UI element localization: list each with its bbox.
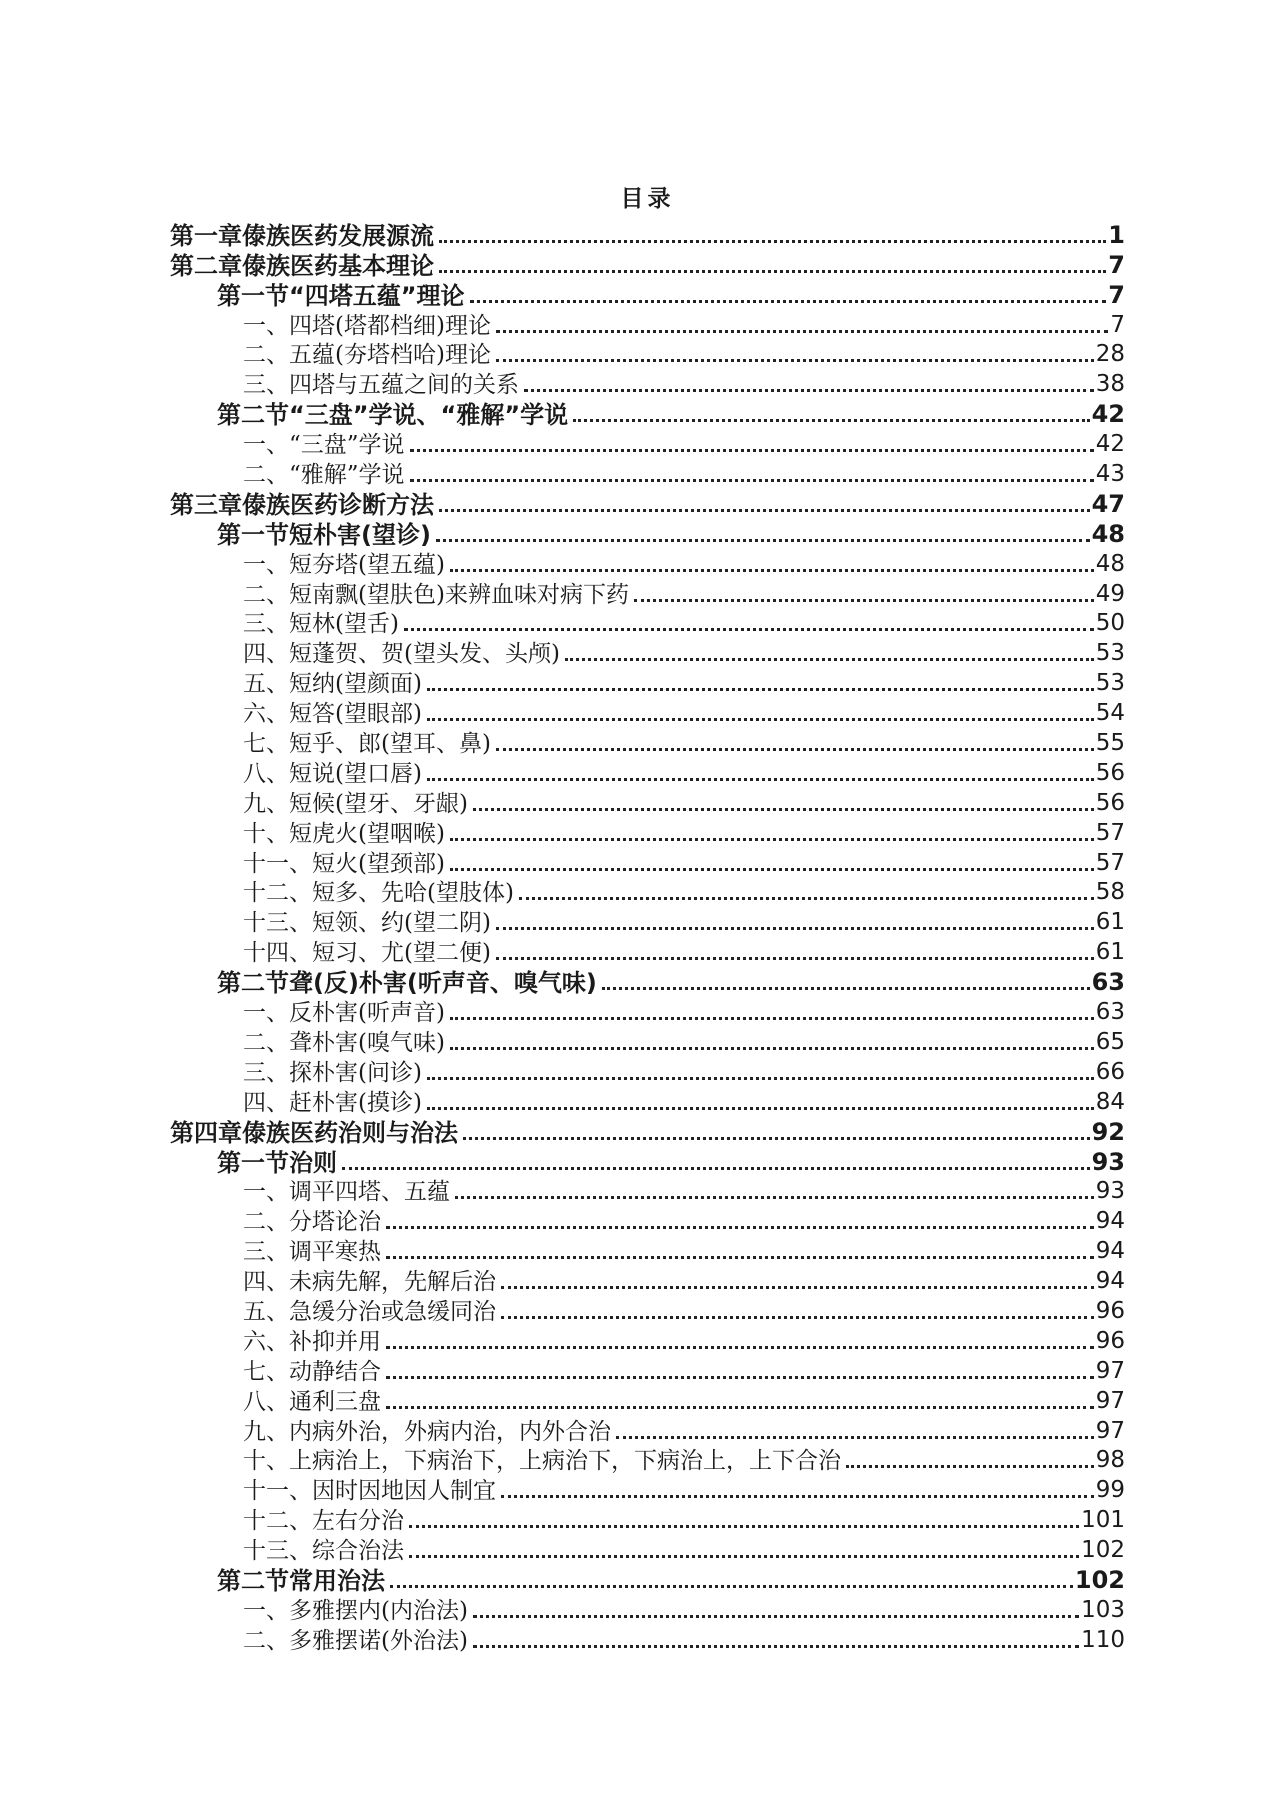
toc-entry [170, 341, 1125, 371]
toc-entry-page-number: 93 [1091, 1147, 1125, 1176]
toc-entry-label: 四、赶朴害(摸诊) [243, 1089, 422, 1116]
toc-entry-page-number: 1 [1108, 220, 1125, 249]
toc-entry-label: 一、多雅摆内(内治法) [243, 1597, 468, 1624]
dot-leader [524, 389, 1094, 392]
toc-entry [170, 1297, 1125, 1327]
toc-entry-page-number: 53 [1095, 640, 1125, 667]
dot-leader [410, 449, 1094, 452]
dot-leader [455, 1196, 1094, 1199]
toc-entry-label: 一、“三盘”学说 [243, 432, 405, 459]
toc-entry [170, 1566, 1125, 1596]
toc-entry-label: 六、补抑并用 [243, 1328, 381, 1355]
dot-leader [450, 569, 1094, 572]
page-title: 目录 [620, 185, 675, 212]
toc-entry-page-number: 58 [1095, 879, 1125, 906]
toc-entry-page-number: 48 [1091, 519, 1125, 548]
toc-entry-label: 六、短答(望眼部) [243, 701, 422, 728]
dot-leader [439, 509, 1090, 512]
toc-entry [170, 789, 1125, 819]
toc-entry-page-number: 96 [1095, 1297, 1125, 1324]
toc-entry [170, 221, 1125, 251]
dot-leader [846, 1465, 1094, 1468]
toc-entry-page-number: 56 [1095, 759, 1125, 786]
toc-entry-page-number: 7 [1110, 311, 1125, 338]
toc-entry-page-number: 66 [1095, 1058, 1125, 1085]
dot-leader [450, 838, 1094, 841]
toc-entry [170, 729, 1125, 759]
toc-entry-page-number: 57 [1095, 819, 1125, 846]
toc-entry-page-number: 99 [1095, 1477, 1125, 1504]
toc-entry-page-number: 103 [1081, 1596, 1125, 1623]
toc-entry [170, 490, 1125, 520]
toc-entry [170, 998, 1125, 1028]
toc-entry [170, 1327, 1125, 1357]
dot-leader [386, 1346, 1094, 1349]
toc-entry-label: 五、短纳(望颜面) [243, 671, 422, 698]
toc-entry-page-number: 61 [1095, 939, 1125, 966]
toc-entry [170, 1417, 1125, 1447]
dot-leader [463, 1137, 1090, 1140]
dot-leader [496, 330, 1108, 333]
toc-entry-page-number: 7 [1108, 280, 1125, 309]
dot-leader [386, 1226, 1094, 1229]
toc-entry-label: 二、短南飘(望肤色)来辨血味对病下药 [243, 581, 629, 608]
toc-entry-label: 一、四塔(塔都档细)理论 [243, 312, 491, 339]
toc-entry [170, 1626, 1125, 1656]
toc-entry-page-number: 97 [1095, 1417, 1125, 1444]
toc-entry-label: 七、动静结合 [243, 1358, 381, 1385]
toc-entry-label: 三、短林(望舌) [243, 611, 399, 638]
toc-entry-page-number: 53 [1095, 670, 1125, 697]
dot-leader [450, 1017, 1094, 1020]
toc-entry-page-number: 94 [1095, 1208, 1125, 1235]
toc-entry-label: 十、上病治上，下病治下，上病治下，下病治上，上下合治 [243, 1448, 841, 1475]
toc-entry-page-number: 38 [1095, 371, 1125, 398]
toc-entry-label: 十三、综合治法 [243, 1538, 404, 1565]
dot-leader [404, 628, 1094, 631]
toc-entry [170, 430, 1125, 460]
toc-entry-label: 第一章傣族医药发展源流 [170, 221, 434, 250]
toc-entry [170, 251, 1125, 281]
dot-leader [410, 479, 1094, 482]
toc-entry-label: 十一、短火(望颈部) [243, 850, 445, 877]
dot-leader [501, 1286, 1094, 1289]
toc-entry [170, 639, 1125, 669]
dot-leader [427, 1077, 1094, 1080]
toc-entry-page-number: 94 [1095, 1238, 1125, 1265]
toc-entry-page-number: 96 [1095, 1327, 1125, 1354]
dot-leader [496, 957, 1094, 960]
toc-entry [170, 938, 1125, 968]
toc-entry-page-number: 57 [1095, 849, 1125, 876]
toc-entry-label: 三、调平寒热 [243, 1239, 381, 1266]
toc-entry-label: 第二节“三盘”学说、“雅解”学说 [217, 401, 569, 430]
toc-entry [170, 400, 1125, 430]
toc-entry [170, 1536, 1125, 1566]
toc-entry-page-number: 61 [1095, 909, 1125, 936]
toc-entry-page-number: 94 [1095, 1268, 1125, 1295]
toc-entry-label: 一、短夯塔(望五蕴) [243, 551, 445, 578]
toc-entry-page-number: 49 [1095, 580, 1125, 607]
toc-entry-page-number: 65 [1095, 1028, 1125, 1055]
toc-entry [170, 1267, 1125, 1297]
toc-entry-page-number: 84 [1095, 1088, 1125, 1115]
toc-entry-label: 八、短说(望口唇) [243, 760, 422, 787]
toc-entry-label: 九、短候(望牙、牙龈) [243, 790, 468, 817]
toc-entry [170, 1118, 1125, 1148]
toc-entry-page-number: 48 [1095, 550, 1125, 577]
dot-leader [436, 539, 1090, 542]
dot-leader [634, 599, 1094, 602]
toc-entry [170, 550, 1125, 580]
dot-leader [501, 1316, 1094, 1319]
toc-entry-label: 一、调平四塔、五蕴 [243, 1179, 450, 1206]
dot-leader [470, 300, 1107, 303]
toc-entry-label: 五、急缓分治或急缓同治 [243, 1298, 496, 1325]
dot-leader [616, 1436, 1094, 1439]
toc-entry-label: 十一、因时因地因人制宜 [243, 1478, 496, 1505]
toc-entry-label: 二、聋朴害(嗅气味) [243, 1029, 445, 1056]
toc-entry [170, 520, 1125, 550]
toc-entry-label: 第一节治则 [217, 1148, 337, 1177]
toc-entry-label: 四、未病先解，先解后治 [243, 1269, 496, 1296]
dot-leader [427, 1107, 1094, 1110]
dot-leader [473, 808, 1094, 811]
toc-entry-page-number: 55 [1095, 730, 1125, 757]
dot-leader [427, 718, 1094, 721]
toc-entry [170, 849, 1125, 879]
toc-entry-page-number: 102 [1074, 1565, 1125, 1594]
toc-entry [170, 610, 1125, 640]
toc-entry-label: 二、分塔论治 [243, 1209, 381, 1236]
toc-entry-label: 十二、短多、先哈(望肢体) [243, 880, 514, 907]
dot-leader [496, 748, 1094, 751]
toc-entry-page-number: 28 [1095, 341, 1125, 368]
toc-entry [170, 1148, 1125, 1178]
toc-entry-label: 七、短乎、郎(望耳、鼻) [243, 731, 491, 758]
document-page [170, 186, 1125, 1656]
toc-entry [170, 699, 1125, 729]
dot-leader [409, 1555, 1079, 1558]
toc-entry [170, 669, 1125, 699]
toc-entry [170, 1058, 1125, 1088]
toc-entry-page-number: 50 [1095, 610, 1125, 637]
toc-entry [170, 1357, 1125, 1387]
toc-entry-label: 第二章傣族医药基本理论 [170, 251, 434, 280]
toc-entry-label: 三、四塔与五蕴之间的关系 [243, 372, 519, 399]
toc-entry-page-number: 98 [1095, 1447, 1125, 1474]
dot-leader [427, 688, 1094, 691]
toc-entry [170, 281, 1125, 311]
toc-entry-label: 第三章傣族医药诊断方法 [170, 490, 434, 519]
toc-entry-page-number: 42 [1095, 431, 1125, 458]
toc-entry-label: 十二、左右分治 [243, 1508, 404, 1535]
toc-entry [170, 1237, 1125, 1267]
dot-leader [473, 1615, 1079, 1618]
toc-entry-label: 第一节短朴害(望诊) [217, 520, 431, 549]
toc-entry-label: 一、反朴害(听声音) [243, 1000, 445, 1027]
dot-leader [602, 987, 1090, 990]
dot-leader [427, 778, 1094, 781]
dot-leader [342, 1167, 1090, 1170]
dot-leader [565, 658, 1094, 661]
toc-entry-label: 第二节聋(反)朴害(听声音、嗅气味) [217, 969, 597, 998]
dot-leader [501, 1495, 1094, 1498]
toc-entry-page-number: 101 [1081, 1507, 1125, 1534]
dot-leader [386, 1406, 1094, 1409]
toc-entry-label: 八、通利三盘 [243, 1388, 381, 1415]
toc-entry-page-number: 63 [1091, 968, 1125, 997]
toc-entry-page-number: 7 [1108, 250, 1125, 279]
toc-entry-page-number: 97 [1095, 1387, 1125, 1414]
dot-leader [450, 1047, 1094, 1050]
toc-entry-label: 二、五蕴(夯塔档哈)理论 [243, 342, 491, 369]
toc-entry-page-number: 56 [1095, 789, 1125, 816]
toc-entry-label: 九、内病外治，外病内治，内外合治 [243, 1418, 611, 1445]
toc-entry [170, 819, 1125, 849]
dot-leader [496, 927, 1094, 930]
toc-entry-label: 四、短蓬贺、贺(望头发、头颅) [243, 641, 560, 668]
toc-entry-label: 二、“雅解”学说 [243, 462, 405, 489]
toc-entry [170, 1506, 1125, 1536]
toc-entry-label: 二、多雅摆诺(外治法) [243, 1627, 468, 1654]
toc-entry-label: 第二节常用治法 [217, 1566, 385, 1595]
dot-leader [439, 240, 1106, 243]
toc-entry [170, 1178, 1125, 1208]
toc-entry-label: 十四、短习、尤(望二便) [243, 940, 491, 967]
toc-entry [170, 1207, 1125, 1237]
toc-entry [170, 580, 1125, 610]
toc-entry [170, 759, 1125, 789]
toc-entry-page-number: 97 [1095, 1357, 1125, 1384]
toc-entry [170, 1447, 1125, 1477]
toc-entry [170, 311, 1125, 341]
toc-entry [170, 1028, 1125, 1058]
dot-leader [496, 359, 1094, 362]
toc-entry-page-number: 102 [1081, 1537, 1125, 1564]
toc-entry-page-number: 43 [1095, 461, 1125, 488]
dot-leader [519, 897, 1094, 900]
dot-leader [573, 419, 1090, 422]
dot-leader [386, 1256, 1094, 1259]
toc-entry-page-number: 42 [1091, 400, 1125, 429]
toc-list [170, 221, 1125, 1656]
toc-entry-page-number: 47 [1091, 489, 1125, 518]
dot-leader [409, 1525, 1079, 1528]
toc-entry-label: 十三、短领、约(望二阴) [243, 910, 491, 937]
toc-entry [170, 879, 1125, 909]
toc-entry-page-number: 63 [1095, 999, 1125, 1026]
toc-entry-label: 第四章傣族医药治则与治法 [170, 1118, 458, 1147]
toc-entry-page-number: 92 [1091, 1117, 1125, 1146]
toc-entry [170, 908, 1125, 938]
dot-leader [473, 1645, 1079, 1648]
toc-entry [170, 460, 1125, 490]
dot-leader [439, 270, 1106, 273]
toc-entry [170, 1387, 1125, 1417]
toc-entry [170, 1088, 1125, 1118]
toc-entry [170, 968, 1125, 998]
toc-entry-page-number: 54 [1095, 700, 1125, 727]
toc-entry-label: 第一节“四塔五蕴”理论 [217, 281, 465, 310]
dot-leader [386, 1376, 1094, 1379]
toc-entry [170, 1596, 1125, 1626]
toc-entry-label: 十、短虎火(望咽喉) [243, 820, 445, 847]
dot-leader [450, 868, 1094, 871]
dot-leader [390, 1585, 1073, 1588]
toc-entry [170, 1476, 1125, 1506]
toc-entry-label: 三、探朴害(问诊) [243, 1059, 422, 1086]
toc-entry-page-number: 93 [1095, 1178, 1125, 1205]
toc-entry-page-number: 110 [1081, 1626, 1125, 1653]
toc-entry [170, 370, 1125, 400]
